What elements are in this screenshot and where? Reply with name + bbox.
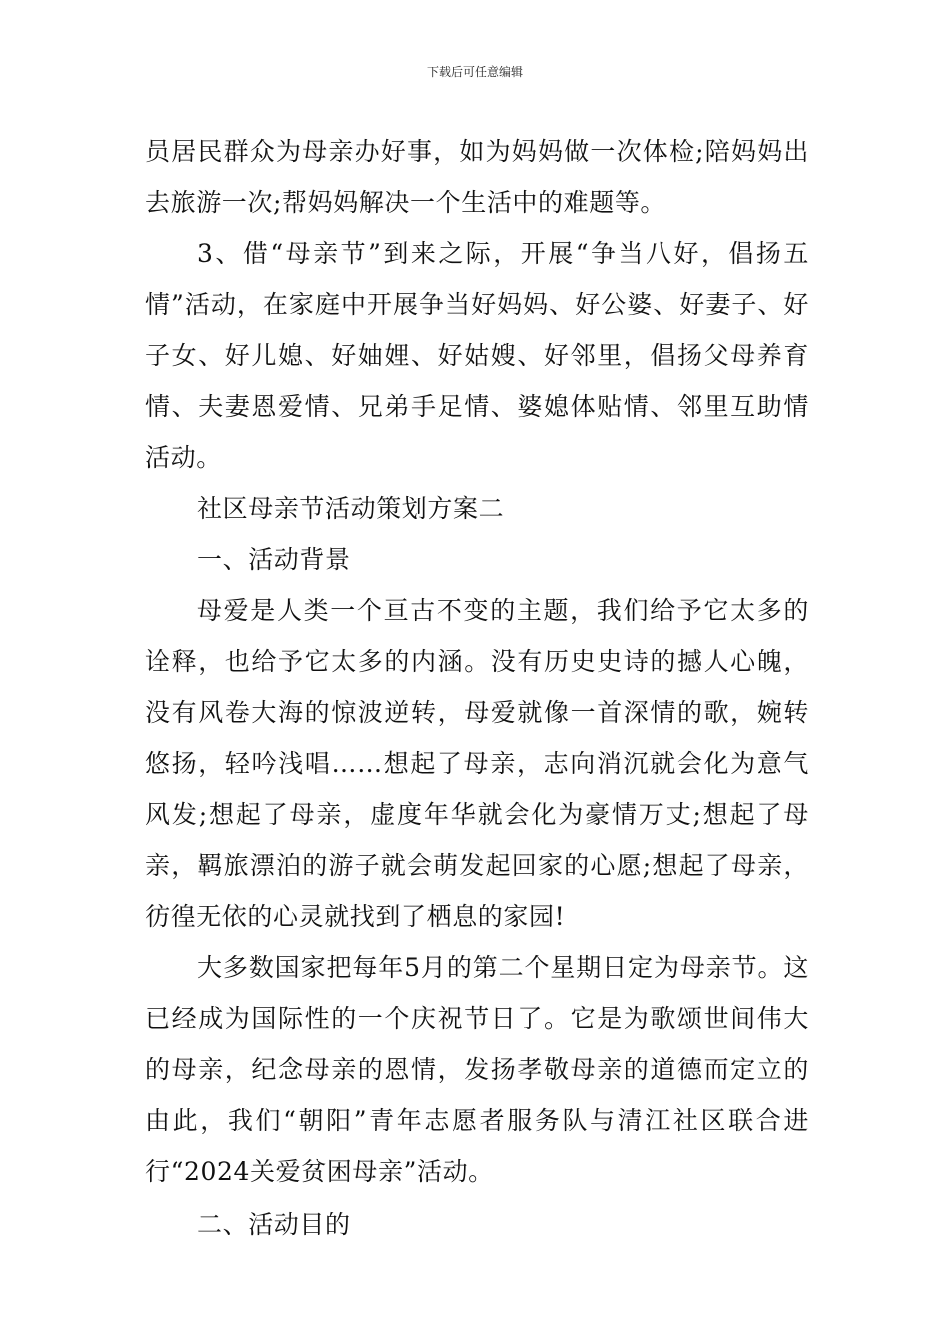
page-header-note: 下载后可任意编辑 [426,65,523,79]
section-title-plan-two: 社区母亲节活动策划方案二 [197,494,505,523]
paragraph-background: 母爱是人类一个亘古不变的主题，我们给予它太多的诠释，也给予它太多的内涵。没有历史史诗的撼人心魄，没有风卷大海的惊波逆转，母爱就像一首深情的歌，婉转悠扬，轻吟浅唱……想起了母亲，志向消沉就会化为意气风发;想起了母亲，虚度年华就会化为豪情万丈;想起了母亲，羁旅漂泊的游子就会萌发起回家的心愿;想起了母亲，彷徨无依的心灵就找到了栖息的家园! [145,596,809,931]
paragraph-continuation: 员居民群众为母亲办好事，如为妈妈做一次体检;陪妈妈出去旅游一次;帮妈妈解决一个生活中的难题等。 [145,137,809,217]
heading-activity-background: 一、活动背景 [197,545,351,574]
heading-activity-purpose: 二、活动目的 [197,1210,351,1239]
paragraph-item-3: 3、借“母亲节”到来之际，开展“争当八好，倡扬五情”活动，在家庭中开展争当好妈妈、好公婆、好妻子、好子女、好儿媳、好妯娌、好姑嫂、好邻里，倡扬父母养育情、夫妻恩爱情、兄弟手足情、婆媳体贴情、邻里互助情活动。 [145,239,809,472]
paragraph-mothers-day: 大多数国家把每年5月的第二个星期日定为母亲节。这已经成为国际性的一个庆祝节日了。它是为歌颂世间伟大的母亲，纪念母亲的恩情，发扬孝敬母亲的道德而定立的由此，我们“朝阳”青年志愿者服务队与清江社区联合进行“2024关爱贫困母亲”活动。 [145,953,809,1186]
document-body [145,126,809,1250]
